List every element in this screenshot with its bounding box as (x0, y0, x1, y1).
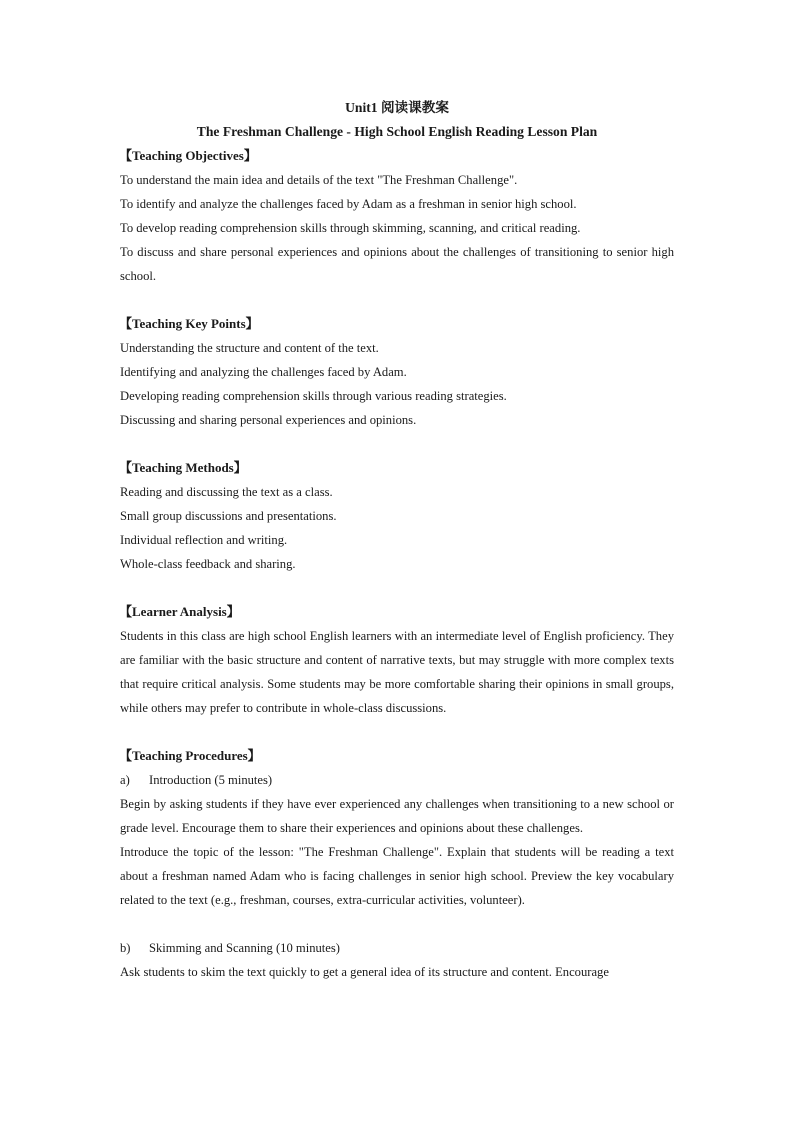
section-spacer (120, 288, 674, 312)
procedure-step-b-title (120, 936, 674, 960)
method-item: Reading and discussing the text as a class. (120, 485, 333, 499)
key-point-item: Developing reading comprehension skills through various reading strategies. (120, 389, 507, 403)
key-point-item: Identifying and analyzing the challenges faced by Adam. (120, 365, 407, 379)
step-marker: a) (120, 773, 130, 787)
objective-item: To identify and analyze the challenges faced by Adam as a freshman in senior high school. (120, 197, 577, 211)
document-page (120, 96, 674, 984)
step-marker: b) (120, 941, 131, 955)
learner-analysis-text: Students in this class are high school English learners with an intermediate level of English proficiency. They are familiar with the basic structure and content of narrative texts, but may struggle with more complex texts that require critical analysis. Some students may be more comfortable sharing their opinions in small groups, while others may prefer to contribute in whole-class discussions. (120, 629, 674, 715)
objective-item: To develop reading comprehension skills through skimming, scanning, and critical reading. (120, 221, 581, 235)
procedure-paragraph: Ask students to skim the text quickly to get a general idea of its structure and content. Encourage (120, 965, 609, 979)
section-spacer (120, 912, 674, 936)
method-item: Whole-class feedback and sharing. (120, 557, 296, 571)
section-spacer (120, 432, 674, 456)
method-item: Small group discussions and presentations. (120, 509, 337, 523)
procedures-heading: 【Teaching Procedures】 (119, 748, 261, 763)
learner-analysis-heading: 【Learner Analysis】 (119, 604, 240, 619)
document-subtitle: The Freshman Challenge - High School English Reading Lesson Plan (196, 124, 598, 139)
step-label: Skimming and Scanning (10 minutes) (149, 941, 340, 955)
document-title: Unit1 阅读课教案 (345, 100, 449, 115)
objective-item: To discuss and share personal experiences and opinions about the challenges of transitioning to senior high school. (120, 245, 674, 283)
procedure-paragraph: Begin by asking students if they have ever experienced any challenges when transitioning to a new school or grade level. Encourage them to share their experiences and opinions about these challenges. (120, 797, 674, 835)
procedure-paragraph: Introduce the topic of the lesson: "The Freshman Challenge". Explain that students will be reading a text about a freshman named Adam who is facing challenges in senior high school. Preview the key vocabulary related to the text (e.g., freshman, courses, extra-curricular activities, volunteer). (120, 845, 674, 907)
method-item: Individual reflection and writing. (120, 533, 288, 547)
key-points-heading: 【Teaching Key Points】 (119, 316, 259, 331)
key-point-item: Understanding the structure and content of the text. (120, 341, 379, 355)
section-spacer (120, 720, 674, 744)
section-spacer (120, 576, 674, 600)
objective-item: To understand the main idea and details of the text "The Freshman Challenge". (120, 173, 518, 187)
methods-heading: 【Teaching Methods】 (119, 460, 247, 475)
procedure-step-a-title (120, 768, 674, 792)
step-label: Introduction (5 minutes) (149, 773, 273, 787)
objectives-heading: 【Teaching Objectives】 (119, 148, 257, 163)
key-point-item: Discussing and sharing personal experiences and opinions. (120, 413, 417, 427)
